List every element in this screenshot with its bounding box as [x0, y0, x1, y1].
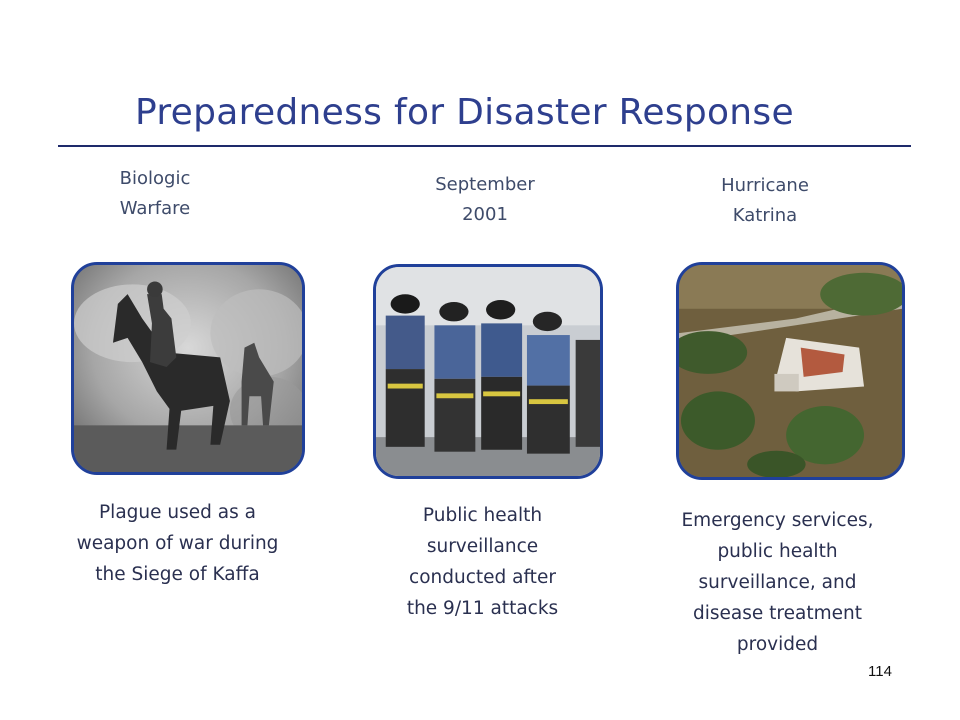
caption-line: surveillance: [426, 536, 539, 557]
caption-line: the 9/11 attacks: [406, 598, 559, 619]
caption-hurricane-katrina: [640, 505, 915, 660]
heading-line: Hurricane: [721, 175, 809, 196]
heading-hurricane-katrina: [695, 171, 835, 231]
title-divider: [58, 145, 911, 147]
heading-biologic-warfare: [90, 164, 220, 224]
photo-horseman-smoke: [71, 262, 305, 475]
photo-flooded-house: [676, 262, 905, 480]
caption-line: the Siege of Kaffa: [95, 564, 260, 585]
caption-september-2001: [365, 500, 600, 624]
caption-line: conducted after: [409, 567, 556, 588]
slide-title: Preparedness for Disaster Response: [135, 92, 794, 133]
heading-line: Warfare: [119, 198, 191, 219]
heading-line: Katrina: [732, 205, 798, 226]
heading-september-2001: [405, 170, 565, 230]
heading-line: 2001: [462, 204, 508, 225]
caption-line: Emergency services,: [681, 510, 874, 531]
heading-line: September: [435, 174, 535, 195]
caption-biologic-warfare: [40, 497, 315, 590]
heading-line: Biologic: [119, 168, 191, 189]
caption-line: Public health: [422, 505, 543, 526]
caption-line: Plague used as a: [99, 502, 256, 523]
caption-line: provided: [736, 634, 819, 655]
caption-line: disease treatment: [693, 603, 862, 624]
caption-line: public health: [717, 541, 838, 562]
caption-line: surveillance, and: [698, 572, 857, 593]
page-number: 114: [868, 663, 892, 680]
caption-line: weapon of war during: [76, 533, 279, 554]
photo-firefighters: [373, 264, 603, 479]
